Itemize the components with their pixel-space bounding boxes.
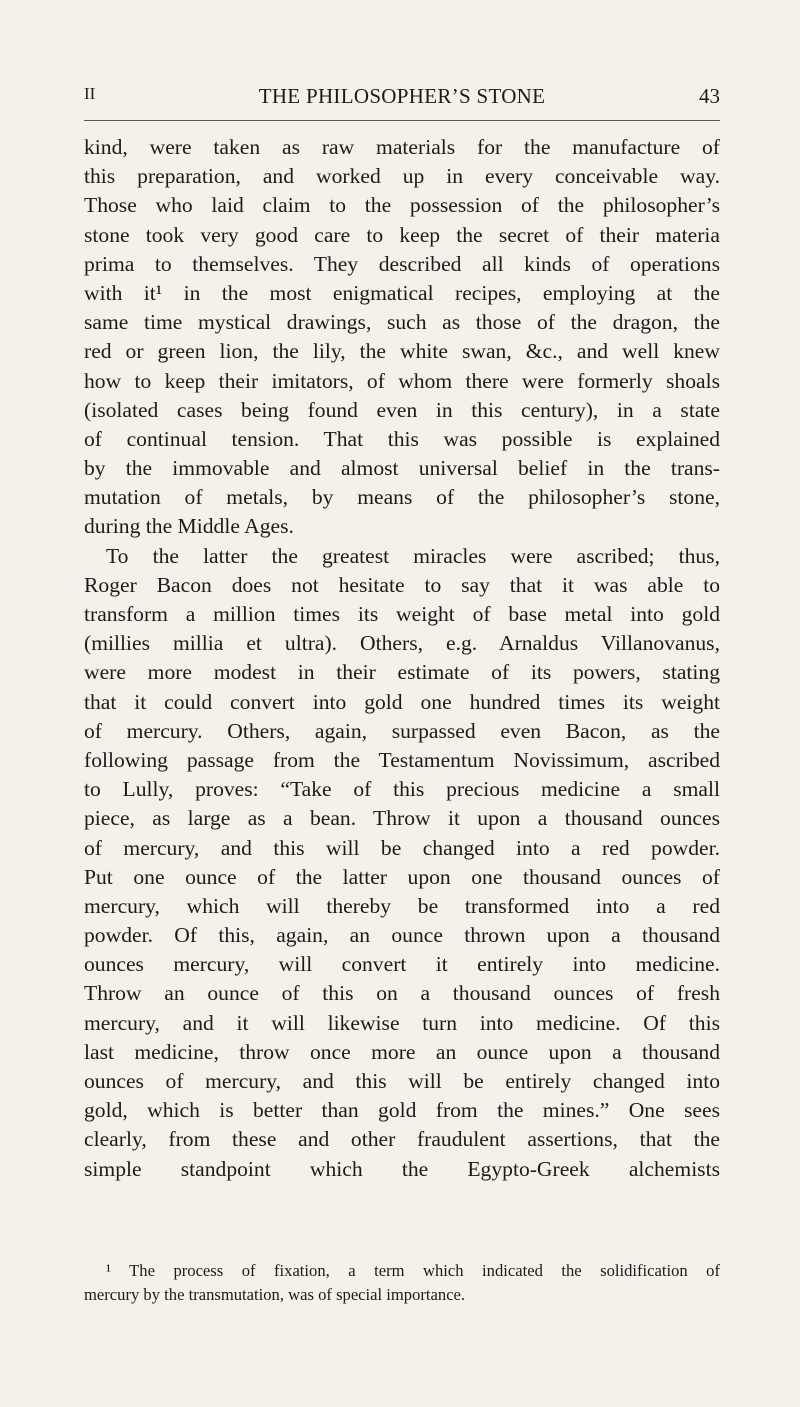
header-rule xyxy=(84,120,720,121)
text-line: Throw an ounce of this on a thousand ounces of fresh xyxy=(84,981,720,1006)
text-line: (isolated cases being found even in this century), in a state xyxy=(84,397,720,422)
text-line: during the Middle Ages. xyxy=(84,514,294,539)
text-line: kind, were taken as raw materials for the manufacture of xyxy=(84,135,720,159)
text-line: (millies millia et ultra). Others, e.g. Arnaldus Villanovanus, xyxy=(84,631,720,656)
text-line: stone took very good care to keep the secret of their materia xyxy=(84,222,720,247)
text-line: this preparation, and worked up in every conceivable way. xyxy=(84,164,720,189)
text-line: with it¹ in the most enigmatical recipes, employing at the xyxy=(84,280,720,305)
text-line: gold, which is better than gold from the mines.” One sees xyxy=(84,1098,720,1123)
text-line: by the immovable and almost universal belief in the trans- xyxy=(84,456,720,481)
text-line: how to keep their imitators, of whom there were formerly shoals xyxy=(84,368,720,393)
text-line: to Lully, proves: “Take of this precious medicine a small xyxy=(84,777,720,802)
text-line: of continual tension. That this was possible is explained xyxy=(84,426,720,451)
text-line: powder. Of this, again, an ounce thrown upon a thousand xyxy=(84,923,720,948)
text-line: red or green lion, the lily, the white swan, &c., and well knew xyxy=(84,339,720,364)
running-title: THE PHILOSOPHER’S STONE xyxy=(258,84,546,108)
running-header xyxy=(84,84,720,112)
text-line: last medicine, throw once more an ounce upon a thousand xyxy=(84,1039,720,1064)
text-line: that it could convert into gold one hundred times its weight xyxy=(84,689,720,714)
text-line: To the latter the greatest miracles were ascribed; thus, xyxy=(106,543,720,568)
text-line: ounces mercury, will convert it entirely into medicine. xyxy=(84,952,720,977)
body-text xyxy=(84,133,720,1184)
footnote xyxy=(84,1259,720,1307)
text-line: Those who laid claim to the possession of the philosopher’s xyxy=(84,193,720,218)
text-line: of mercury, and this will be changed into a red powder. xyxy=(84,835,720,860)
text-line: of mercury. Others, again, surpassed even Bacon, as the xyxy=(84,718,720,743)
text-line: simple standpoint which the Egypto-Greek alchemists xyxy=(84,1156,720,1181)
text-line: mercury, and it will likewise turn into medicine. Of this xyxy=(84,1010,720,1035)
text-line: transform a million times its weight of base metal into gold xyxy=(84,602,720,626)
chapter-number: II xyxy=(84,84,96,103)
text-line: Put one ounce of the latter upon one thousand ounces of xyxy=(84,864,720,889)
text-line: same time mystical drawings, such as those of the dragon, the xyxy=(84,310,720,335)
text-line: were more modest in their estimate of its powers, stating xyxy=(84,660,720,685)
footnote-line: mercury by the transmutation, was of special importance. xyxy=(84,1285,466,1304)
text-line: mutation of metals, by means of the philosopher’s stone, xyxy=(84,485,720,510)
footnote-line: ¹ The process of fixation, a term which indicated the solidification of xyxy=(106,1261,720,1280)
text-line: prima to themselves. They described all kinds of operations xyxy=(84,251,720,276)
text-line: Roger Bacon does not hesitate to say that it was able to xyxy=(84,572,720,597)
text-line: piece, as large as a bean. Throw it upon a thousand ounces xyxy=(84,806,720,831)
text-line: mercury, which will thereby be transformed into a red xyxy=(84,893,720,918)
text-line: clearly, from these and other fraudulent assertions, that the xyxy=(84,1127,720,1152)
text-line: ounces of mercury, and this will be entirely changed into xyxy=(84,1069,720,1093)
text-line: following passage from the Testamentum Novissimum, ascribed xyxy=(84,747,720,772)
page-number: 43 xyxy=(699,84,720,108)
